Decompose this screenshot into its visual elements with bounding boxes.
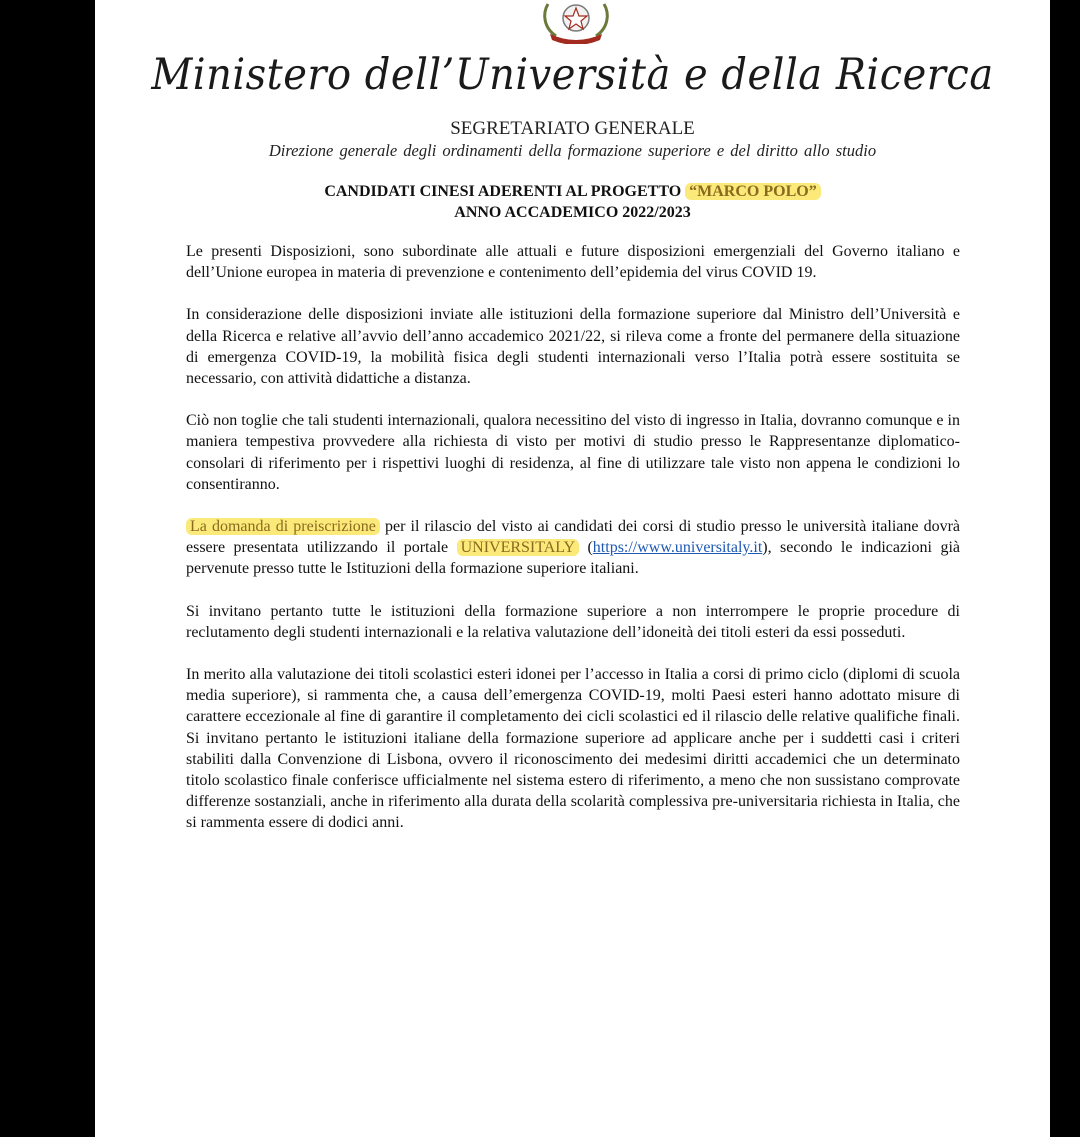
direzione-subheading: Direzione generale degli ordinamenti della formazione superiore e del diritto allo studio bbox=[268, 141, 877, 160]
paragraph-6: In merito alla valutazione dei titoli scolastici esteri idonei per l’accesso in Italia a corsi di primo ciclo (diplomi di scuola media superiore), si rammenta che, a causa dell’emergenza COVID-19, molti Paesi esteri hanno adottato misure di carattere eccezionale al fine di garantire il completamento dei cicli scolastici ed il rilascio delle relative qualifiche finali. Si invitano pertanto le istituzioni italiane della formazione superiore ad applicare anche per i suddetti casi i criteri stabiliti dalla Convenzione di Lisbona, ovvero il riconoscimento dei medesimi diritti accademici che un determinato titolo scolastico finale conferisce ufficialmente nel sistema estero di riferimento, a meno che non sussistano comprovate differenze sostanziali, anche in riferimento alla durata della scolarità complessiva pre-universitaria richiesta in Italia, che si rammenta essere di dodici anni. bbox=[186, 666, 960, 832]
paragraph-4 bbox=[186, 516, 960, 580]
paragraph-1: Le presenti Disposizioni, sono subordinate alle attuali e future disposizioni emergenziali del Governo italiano e dell’Unione europea in materia di prevenzione e contenimento dell’epidemia del virus COVID 19. bbox=[186, 243, 960, 282]
paragraph-4-text-1: per il rilascio del visto ai candidati dei corsi di studio presso le università italiane dovrà essere presentata utilizzando il portale bbox=[186, 518, 961, 557]
universitaly-link[interactable]: https://www.universitaly.it bbox=[592, 539, 763, 557]
paragraph-4-text-2: ( bbox=[579, 539, 593, 557]
universitaly-highlight: UNIVERSITALY bbox=[457, 539, 579, 556]
marco-polo-highlight: “MARCO POLO” bbox=[685, 183, 821, 200]
title-line1: CANDIDATI CINESI ADERENTI AL PROGETTO bbox=[324, 183, 686, 200]
title-line2: ANNO ACCADEMICO 2022/2023 bbox=[454, 204, 691, 221]
paragraph-2: In considerazione delle disposizioni inviate alle istituzioni della formazione superiore dal Ministro dell’Università e della Ricerca e relative all’avvio dell’anno accademico 2021/22, si rileva come a fronte del permanere della situazione di emergenza COVID-19, la mobilità fisica degli studenti internazionali verso l’Italia potrà essere sostituita se necessario, con attività didattiche a distanza. bbox=[186, 306, 960, 388]
preiscrizione-highlight: La domanda di preiscrizione bbox=[186, 518, 380, 535]
ministry-name: Ministero dell’Università e della Ricerca bbox=[151, 50, 994, 100]
paragraph-5: Si invitano pertanto tutte le istituzioni della formazione superiore a non interrompere le proprie procedure di reclutamento degli studenti internazionali e la relativa valutazione dell’idoneità dei titoli esteri da essi posseduti. bbox=[186, 602, 960, 641]
document-body bbox=[186, 241, 960, 855]
paragraph-3: Ciò non toglie che tali studenti internazionali, qualora necessitino del visto di ingresso in Italia, dovranno comunque e in maniera tempestiva provvedere alla richiesta di visto per motivi di studio presso le Rappresentanze diplomatico-consolari di riferimento per i rispettivi luoghi di residenza, al fine di utilizzare tale visto non appena le condizioni lo consentiranno. bbox=[186, 412, 960, 493]
document-page bbox=[95, 0, 1050, 1137]
segretariato-heading: SEGRETARIATO GENERALE bbox=[450, 118, 695, 139]
document-title bbox=[95, 181, 1050, 223]
paragraph-4-text-3: ), secondo le indicazioni già pervenute presso tutte le Istituzioni della formazione superiore italiani. bbox=[186, 539, 960, 578]
italian-republic-emblem-icon bbox=[538, 0, 614, 44]
